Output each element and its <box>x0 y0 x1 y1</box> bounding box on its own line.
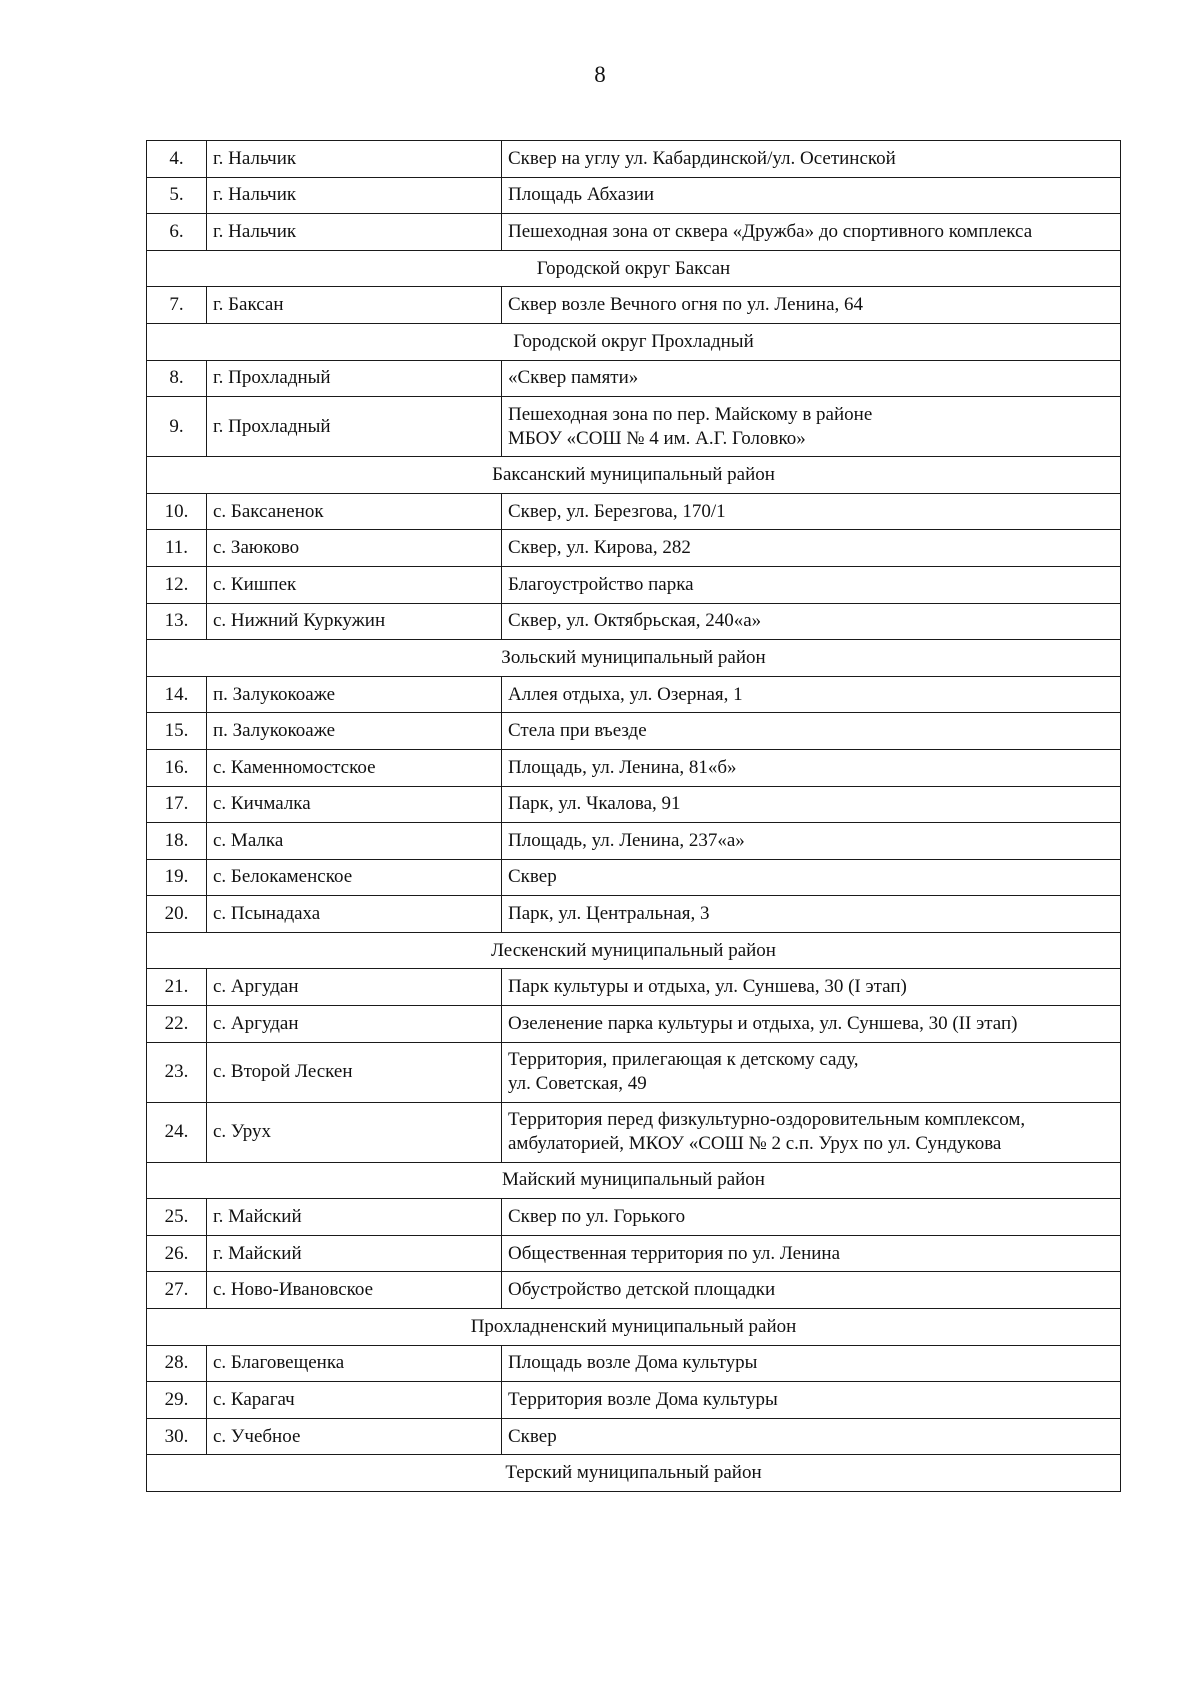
object-text: Парк, ул. Центральная, 3 <box>508 903 710 925</box>
row-number: 26. <box>147 1235 207 1272</box>
table-row <box>147 287 1121 324</box>
object-text: Площадь, ул. Ленина, 237«а» <box>508 829 745 851</box>
settlement-cell: с. Карагач <box>207 1382 502 1419</box>
object-text: Пешеходная зона по пер. Майскому в районе <box>508 403 873 425</box>
row-number: 19. <box>147 859 207 896</box>
table-row <box>147 713 1121 750</box>
section-title: Городской округ Баксан <box>147 250 1121 287</box>
row-number: 5. <box>147 177 207 214</box>
section-row <box>147 1309 1121 1346</box>
settlement-cell: г. Прохладный <box>207 360 502 397</box>
table-row <box>147 969 1121 1006</box>
settlement-cell: с. Заюково <box>207 530 502 567</box>
row-number: 12. <box>147 566 207 603</box>
object-text: Озеленение парка культуры и отдыха, ул. Суншева, 30 (II этап) <box>508 1012 1018 1034</box>
row-number: 15. <box>147 713 207 750</box>
object-text: Сквер возле Вечного огня по ул. Ленина, 64 <box>508 294 864 316</box>
settlement-cell: с. Кишпек <box>207 566 502 603</box>
table-row <box>147 786 1121 823</box>
object-cell <box>502 603 1121 640</box>
object-text: Территория возле Дома культуры <box>508 1389 778 1411</box>
settlement-cell: с. Нижний Куркужин <box>207 603 502 640</box>
row-number: 8. <box>147 360 207 397</box>
object-text: Сквер, ул. Кирова, 282 <box>508 537 691 559</box>
row-number: 23. <box>147 1042 207 1102</box>
object-text: Парк, ул. Чкалова, 91 <box>508 793 681 815</box>
row-number: 25. <box>147 1199 207 1236</box>
settlement-cell: с. Ново-Ивановское <box>207 1272 502 1309</box>
row-number: 27. <box>147 1272 207 1309</box>
object-cell <box>502 397 1121 457</box>
row-number: 4. <box>147 141 207 178</box>
row-number: 6. <box>147 214 207 251</box>
table-row <box>147 214 1121 251</box>
row-number: 9. <box>147 397 207 457</box>
table-row <box>147 1418 1121 1455</box>
settlement-cell: г. Майский <box>207 1235 502 1272</box>
settlement-cell: с. Учебное <box>207 1418 502 1455</box>
object-cell <box>502 141 1121 178</box>
table-row <box>147 603 1121 640</box>
section-title: Прохладненский муниципальный район <box>147 1309 1121 1346</box>
table-row <box>147 360 1121 397</box>
section-title: Лескенский муниципальный район <box>147 932 1121 969</box>
row-number: 13. <box>147 603 207 640</box>
object-text: Пешеходная зона от сквера «Дружба» до спортивного комплекса <box>508 220 1033 242</box>
table-row <box>147 749 1121 786</box>
row-number: 22. <box>147 1006 207 1043</box>
object-text: Обустройство детской площадки <box>508 1279 776 1301</box>
table-row <box>147 859 1121 896</box>
table-row <box>147 530 1121 567</box>
object-text: Благоустройство парка <box>508 573 694 595</box>
object-cell <box>502 287 1121 324</box>
page-number: 8 <box>594 62 606 87</box>
section-title: Городской округ Прохладный <box>147 323 1121 360</box>
table-row <box>147 397 1121 457</box>
row-number: 14. <box>147 676 207 713</box>
object-cell <box>502 749 1121 786</box>
table-body <box>147 141 1121 1492</box>
row-number: 7. <box>147 287 207 324</box>
object-text: «Сквер памяти» <box>508 367 639 389</box>
object-cell <box>502 859 1121 896</box>
object-text: Сквер на углу ул. Кабардинской/ул. Осетинской <box>508 147 896 169</box>
object-cell <box>502 1102 1121 1162</box>
object-text: Сквер <box>508 866 557 888</box>
object-cell <box>502 676 1121 713</box>
table-row <box>147 566 1121 603</box>
object-text: Сквер, ул. Березгова, 170/1 <box>508 500 726 522</box>
object-cell <box>502 1006 1121 1043</box>
object-cell <box>502 1042 1121 1102</box>
section-row <box>147 640 1121 677</box>
settlement-cell: с. Каменномостское <box>207 749 502 786</box>
section-row <box>147 1162 1121 1199</box>
object-text: Площадь, ул. Ленина, 81«б» <box>508 756 737 778</box>
object-cell <box>502 177 1121 214</box>
object-cell <box>502 713 1121 750</box>
object-cell <box>502 1382 1121 1419</box>
settlement-cell: г. Нальчик <box>207 214 502 251</box>
object-text: Аллея отдыха, ул. Озерная, 1 <box>508 683 743 705</box>
row-number: 11. <box>147 530 207 567</box>
object-text: Сквер по ул. Горького <box>508 1206 686 1228</box>
object-text-line2: МБОУ «СОШ № 4 им. А.Г. Головко» <box>508 427 806 449</box>
row-number: 10. <box>147 493 207 530</box>
settlement-cell: п. Залукокоаже <box>207 676 502 713</box>
object-cell <box>502 969 1121 1006</box>
section-row <box>147 1455 1121 1492</box>
row-number: 21. <box>147 969 207 1006</box>
table-row <box>147 1272 1121 1309</box>
object-text: Территория перед физкультурно-оздоровительным комплексом, <box>508 1109 1026 1131</box>
row-number: 18. <box>147 823 207 860</box>
section-title: Майский муниципальный район <box>147 1162 1121 1199</box>
table-row <box>147 1006 1121 1043</box>
table-row <box>147 1345 1121 1382</box>
table-row <box>147 141 1121 178</box>
row-number: 24. <box>147 1102 207 1162</box>
object-cell <box>502 530 1121 567</box>
table-row <box>147 1199 1121 1236</box>
object-cell <box>502 493 1121 530</box>
settlement-cell: с. Псынадаха <box>207 896 502 933</box>
table-row <box>147 177 1121 214</box>
settlement-cell: с. Второй Лескен <box>207 1042 502 1102</box>
table-row <box>147 823 1121 860</box>
settlement-cell: п. Залукокоаже <box>207 713 502 750</box>
object-cell <box>502 1418 1121 1455</box>
row-number: 17. <box>147 786 207 823</box>
settlement-cell: г. Баксан <box>207 287 502 324</box>
section-row <box>147 932 1121 969</box>
table-row <box>147 1235 1121 1272</box>
section-row <box>147 250 1121 287</box>
row-number: 28. <box>147 1345 207 1382</box>
object-text-line2: амбулаторией, МКОУ «СОШ № 2 с.п. Урух по ул. Сундукова <box>508 1133 1002 1155</box>
object-cell <box>502 1272 1121 1309</box>
settlement-cell: с. Урух <box>207 1102 502 1162</box>
row-number: 20. <box>147 896 207 933</box>
settlement-cell: с. Белокаменское <box>207 859 502 896</box>
section-row <box>147 457 1121 494</box>
settlement-cell: г. Нальчик <box>207 177 502 214</box>
table-row <box>147 493 1121 530</box>
table-row <box>147 1042 1121 1102</box>
settlement-cell: с. Кичмалка <box>207 786 502 823</box>
settlement-cell: г. Прохладный <box>207 397 502 457</box>
section-title: Терский муниципальный район <box>147 1455 1121 1492</box>
row-number: 30. <box>147 1418 207 1455</box>
settlement-cell: с. Благовещенка <box>207 1345 502 1382</box>
object-text: Площадь Абхазии <box>508 184 655 206</box>
object-cell <box>502 1199 1121 1236</box>
section-row <box>147 323 1121 360</box>
object-cell <box>502 896 1121 933</box>
table-row <box>147 676 1121 713</box>
object-cell <box>502 360 1121 397</box>
object-cell <box>502 823 1121 860</box>
row-number: 16. <box>147 749 207 786</box>
object-text: Территория, прилегающая к детскому саду, <box>508 1049 859 1071</box>
settlement-cell: с. Баксаненок <box>207 493 502 530</box>
row-number: 29. <box>147 1382 207 1419</box>
object-cell <box>502 1345 1121 1382</box>
object-text: Общественная территория по ул. Ленина <box>508 1242 841 1264</box>
section-title: Баксанский муниципальный район <box>147 457 1121 494</box>
section-title: Зольский муниципальный район <box>147 640 1121 677</box>
settlement-cell: г. Майский <box>207 1199 502 1236</box>
object-cell <box>502 214 1121 251</box>
object-text: Сквер, ул. Октябрьская, 240«а» <box>508 610 762 632</box>
settlement-cell: г. Нальчик <box>207 141 502 178</box>
settlement-cell: с. Аргудан <box>207 1006 502 1043</box>
settlement-cell: с. Аргудан <box>207 969 502 1006</box>
object-cell <box>502 566 1121 603</box>
table-row <box>147 1382 1121 1419</box>
object-text: Сквер <box>508 1425 557 1447</box>
object-cell <box>502 786 1121 823</box>
object-cell <box>502 1235 1121 1272</box>
object-text: Площадь возле Дома культуры <box>508 1352 758 1374</box>
table-row <box>147 1102 1121 1162</box>
settlement-cell: с. Малка <box>207 823 502 860</box>
object-text: Стела при въезде <box>508 720 647 742</box>
object-text-line2: ул. Советская, 49 <box>508 1073 647 1095</box>
table-row <box>147 896 1121 933</box>
object-text: Парк культуры и отдыха, ул. Суншева, 30 (I этап) <box>508 976 907 998</box>
places-table <box>146 140 1121 1492</box>
